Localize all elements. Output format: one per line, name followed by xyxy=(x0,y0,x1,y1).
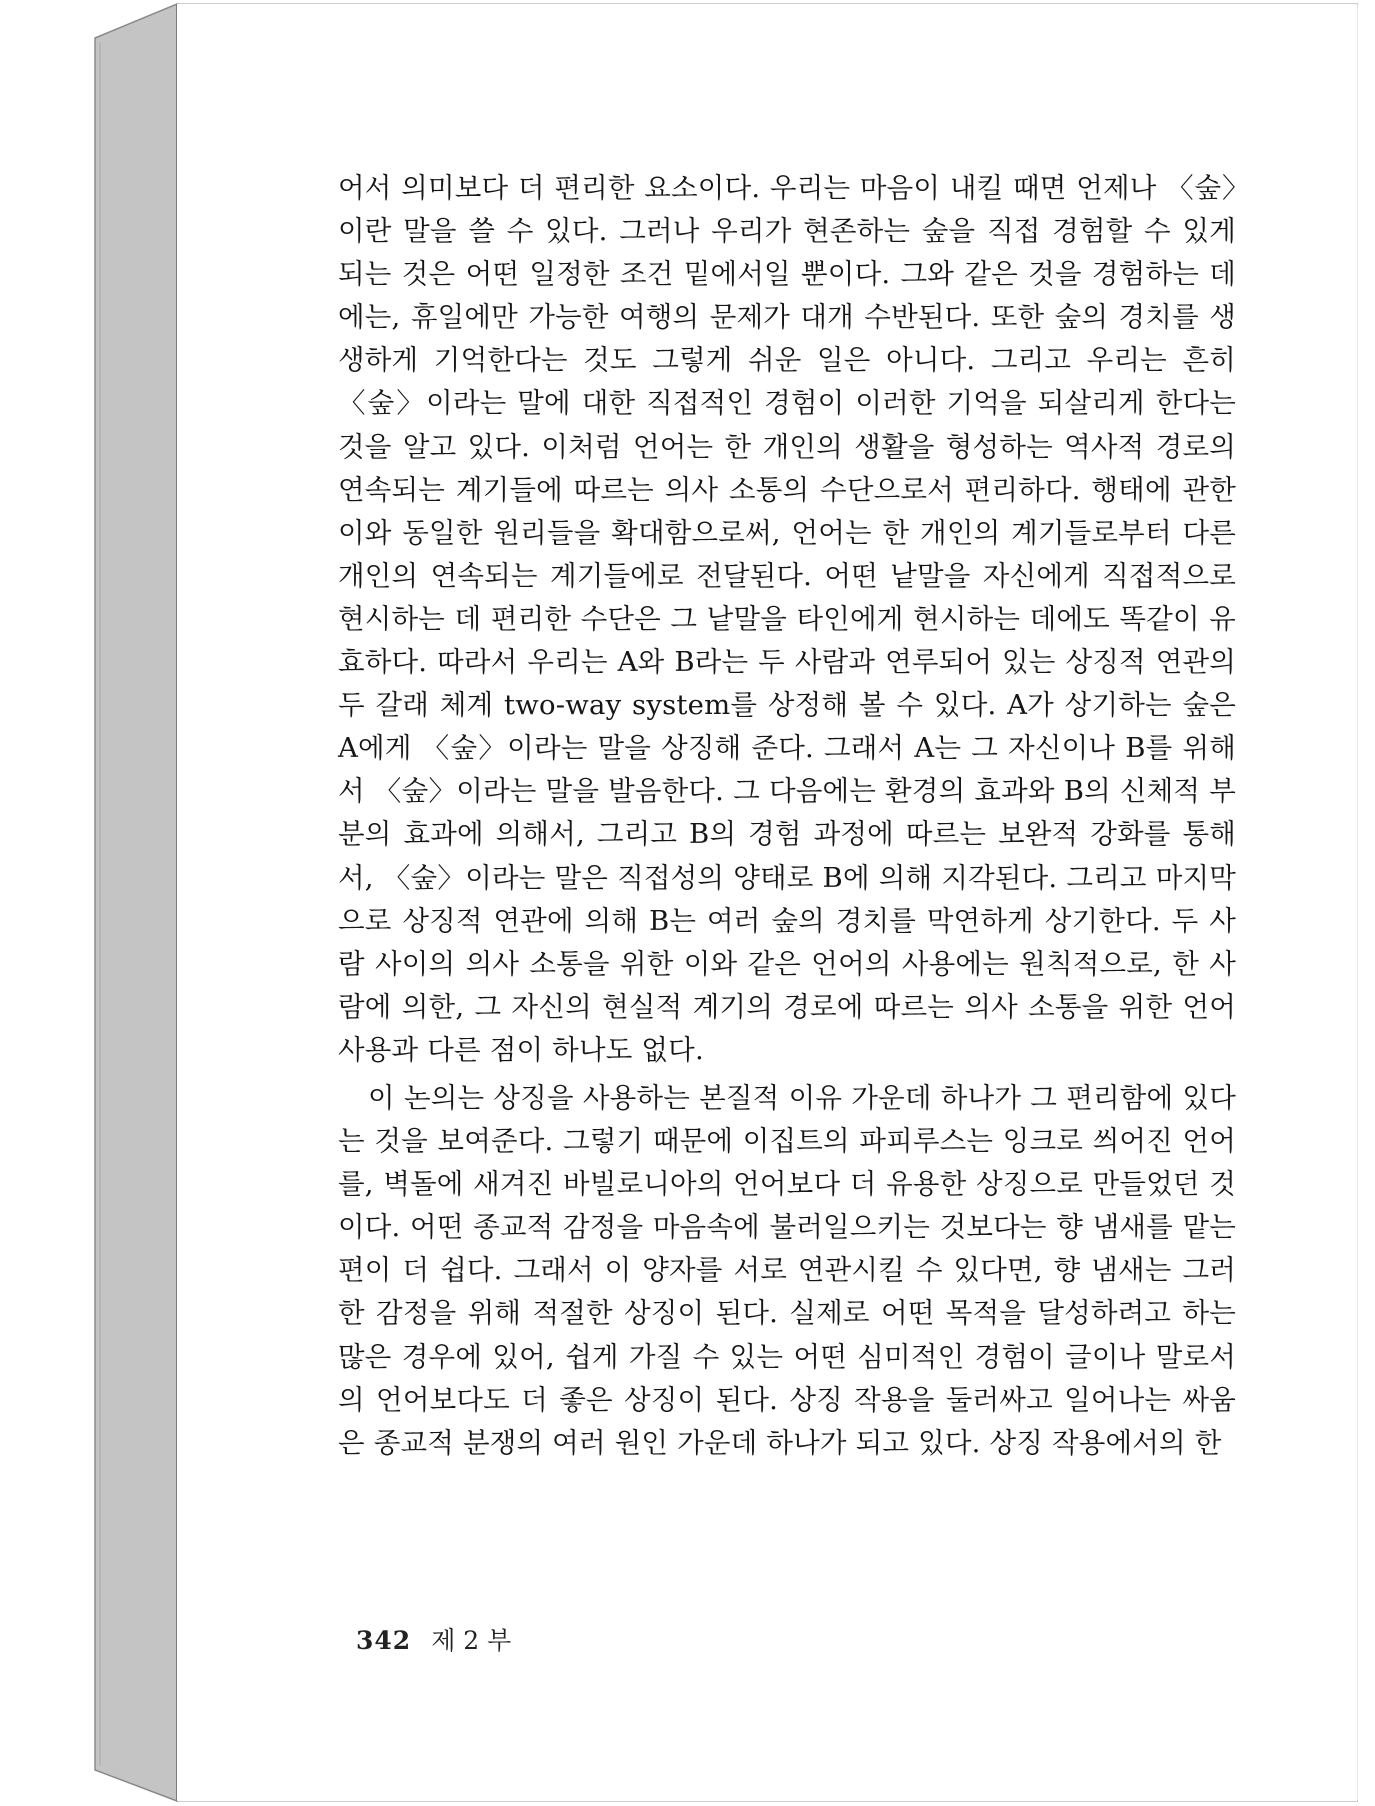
paragraph-1: 어서 의미보다 더 편리한 요소이다. 우리는 마음이 내킬 때면 언제나 〈숲〉이란 말을 쓸 수 있다. 그러나 우리가 현존하는 숲을 직접 경험할 수 있게 되는 것은 어떤 일정한 조건 밑에서일 뿐이다. 그와 같은 것을 경험하는 데에는, 휴일에만 가능한 여행의 문제가 대개 수반된다. 또한 숲의 경치를 생생하게 기억한다는 것도 그렇게 쉬운 일은 아니다. 그리고 우리는 흔히 〈숲〉이라는 말에 대한 직접적인 경험이 이러한 기억을 되살리게 한다는 것을 알고 있다. 이처럼 언어는 한 개인의 생활을 형성하는 역사적 경로의 연속되는 계기들에 따르는 의사 소통의 수단으로서 편리하다. 행태에 관한 이와 동일한 원리들을 확대함으로써, 언어는 한 개인의 계기들로부터 다른 개인의 연속되는 계기들에로 전달된다. 어떤 낱말을 자신에게 직접적으로 현시하는 데 편리한 수단은 그 낱말을 타인에게 현시하는 데에도 똑같이 유효하다. 따라서 우리는 A와 B라는 두 사람과 연루되어 있는 상징적 연관의 두 갈래 체계 two-way system를 상정해 볼 수 있다. A가 상기하는 숲은 A에게 〈숲〉이라는 말을 상징해 준다. 그래서 A는 그 자신이나 B를 위해서 〈숲〉이라는 말을 발음한다. 그 다음에는 환경의 효과와 B의 신체적 부분의 효과에 의해서, 그리고 B의 경험 과정에 따르는 보완적 강화를 통해서, 〈숲〉이라는 말은 직접성의 양태로 B에 의해 지각된다. 그리고 마지막으로 상징적 연관에 의해 B는 여러 숲의 경치를 막연하게 상기한다. 두 사람 사이의 의사 소통을 위한 이와 같은 언어의 사용에는 원칙적으로, 한 사람에 의한, 그 자신의 현실적 계기의 경로에 따르는 의사 소통을 위한 언어 사용과 다른 점이 하나도 없다. xyxy=(338,172,1236,1066)
paragraph-2: 이 논의는 상징을 사용하는 본질적 이유 가운데 하나가 그 편리함에 있다는 것을 보여준다. 그렇기 때문에 이집트의 파피루스는 잉크로 씌어진 언어를, 벽돌에 새겨진 바빌로니아의 언어보다 더 유용한 상징으로 만들었던 것이다. 어떤 종교적 감정을 마음속에 불러일으키는 것보다는 향 냄새를 맡는 편이 더 쉽다. 그래서 이 양자를 서로 연관시킬 수 있다면, 향 냄새는 그러한 감정을 위해 적절한 상징이 된다. 실제로 어떤 목적을 달성하려고 하는 많은 경우에 있어, 쉽게 가질 수 있는 어떤 심미적인 경험이 글이나 말로서의 언어보다도 더 좋은 상징이 된다. 상징 작용을 둘러싸고 일어나는 싸움은 종교적 분쟁의 여러 원인 가운데 하나가 되고 있다. 상징 작용에서의 한 xyxy=(338,1081,1236,1459)
part-label: 제 2 부 xyxy=(431,1626,512,1655)
page-footer xyxy=(356,1621,511,1657)
book-spine-side xyxy=(95,4,177,1801)
page-number: 342 xyxy=(356,1626,412,1655)
book-page xyxy=(177,4,1357,1801)
body-text xyxy=(338,167,1236,1465)
